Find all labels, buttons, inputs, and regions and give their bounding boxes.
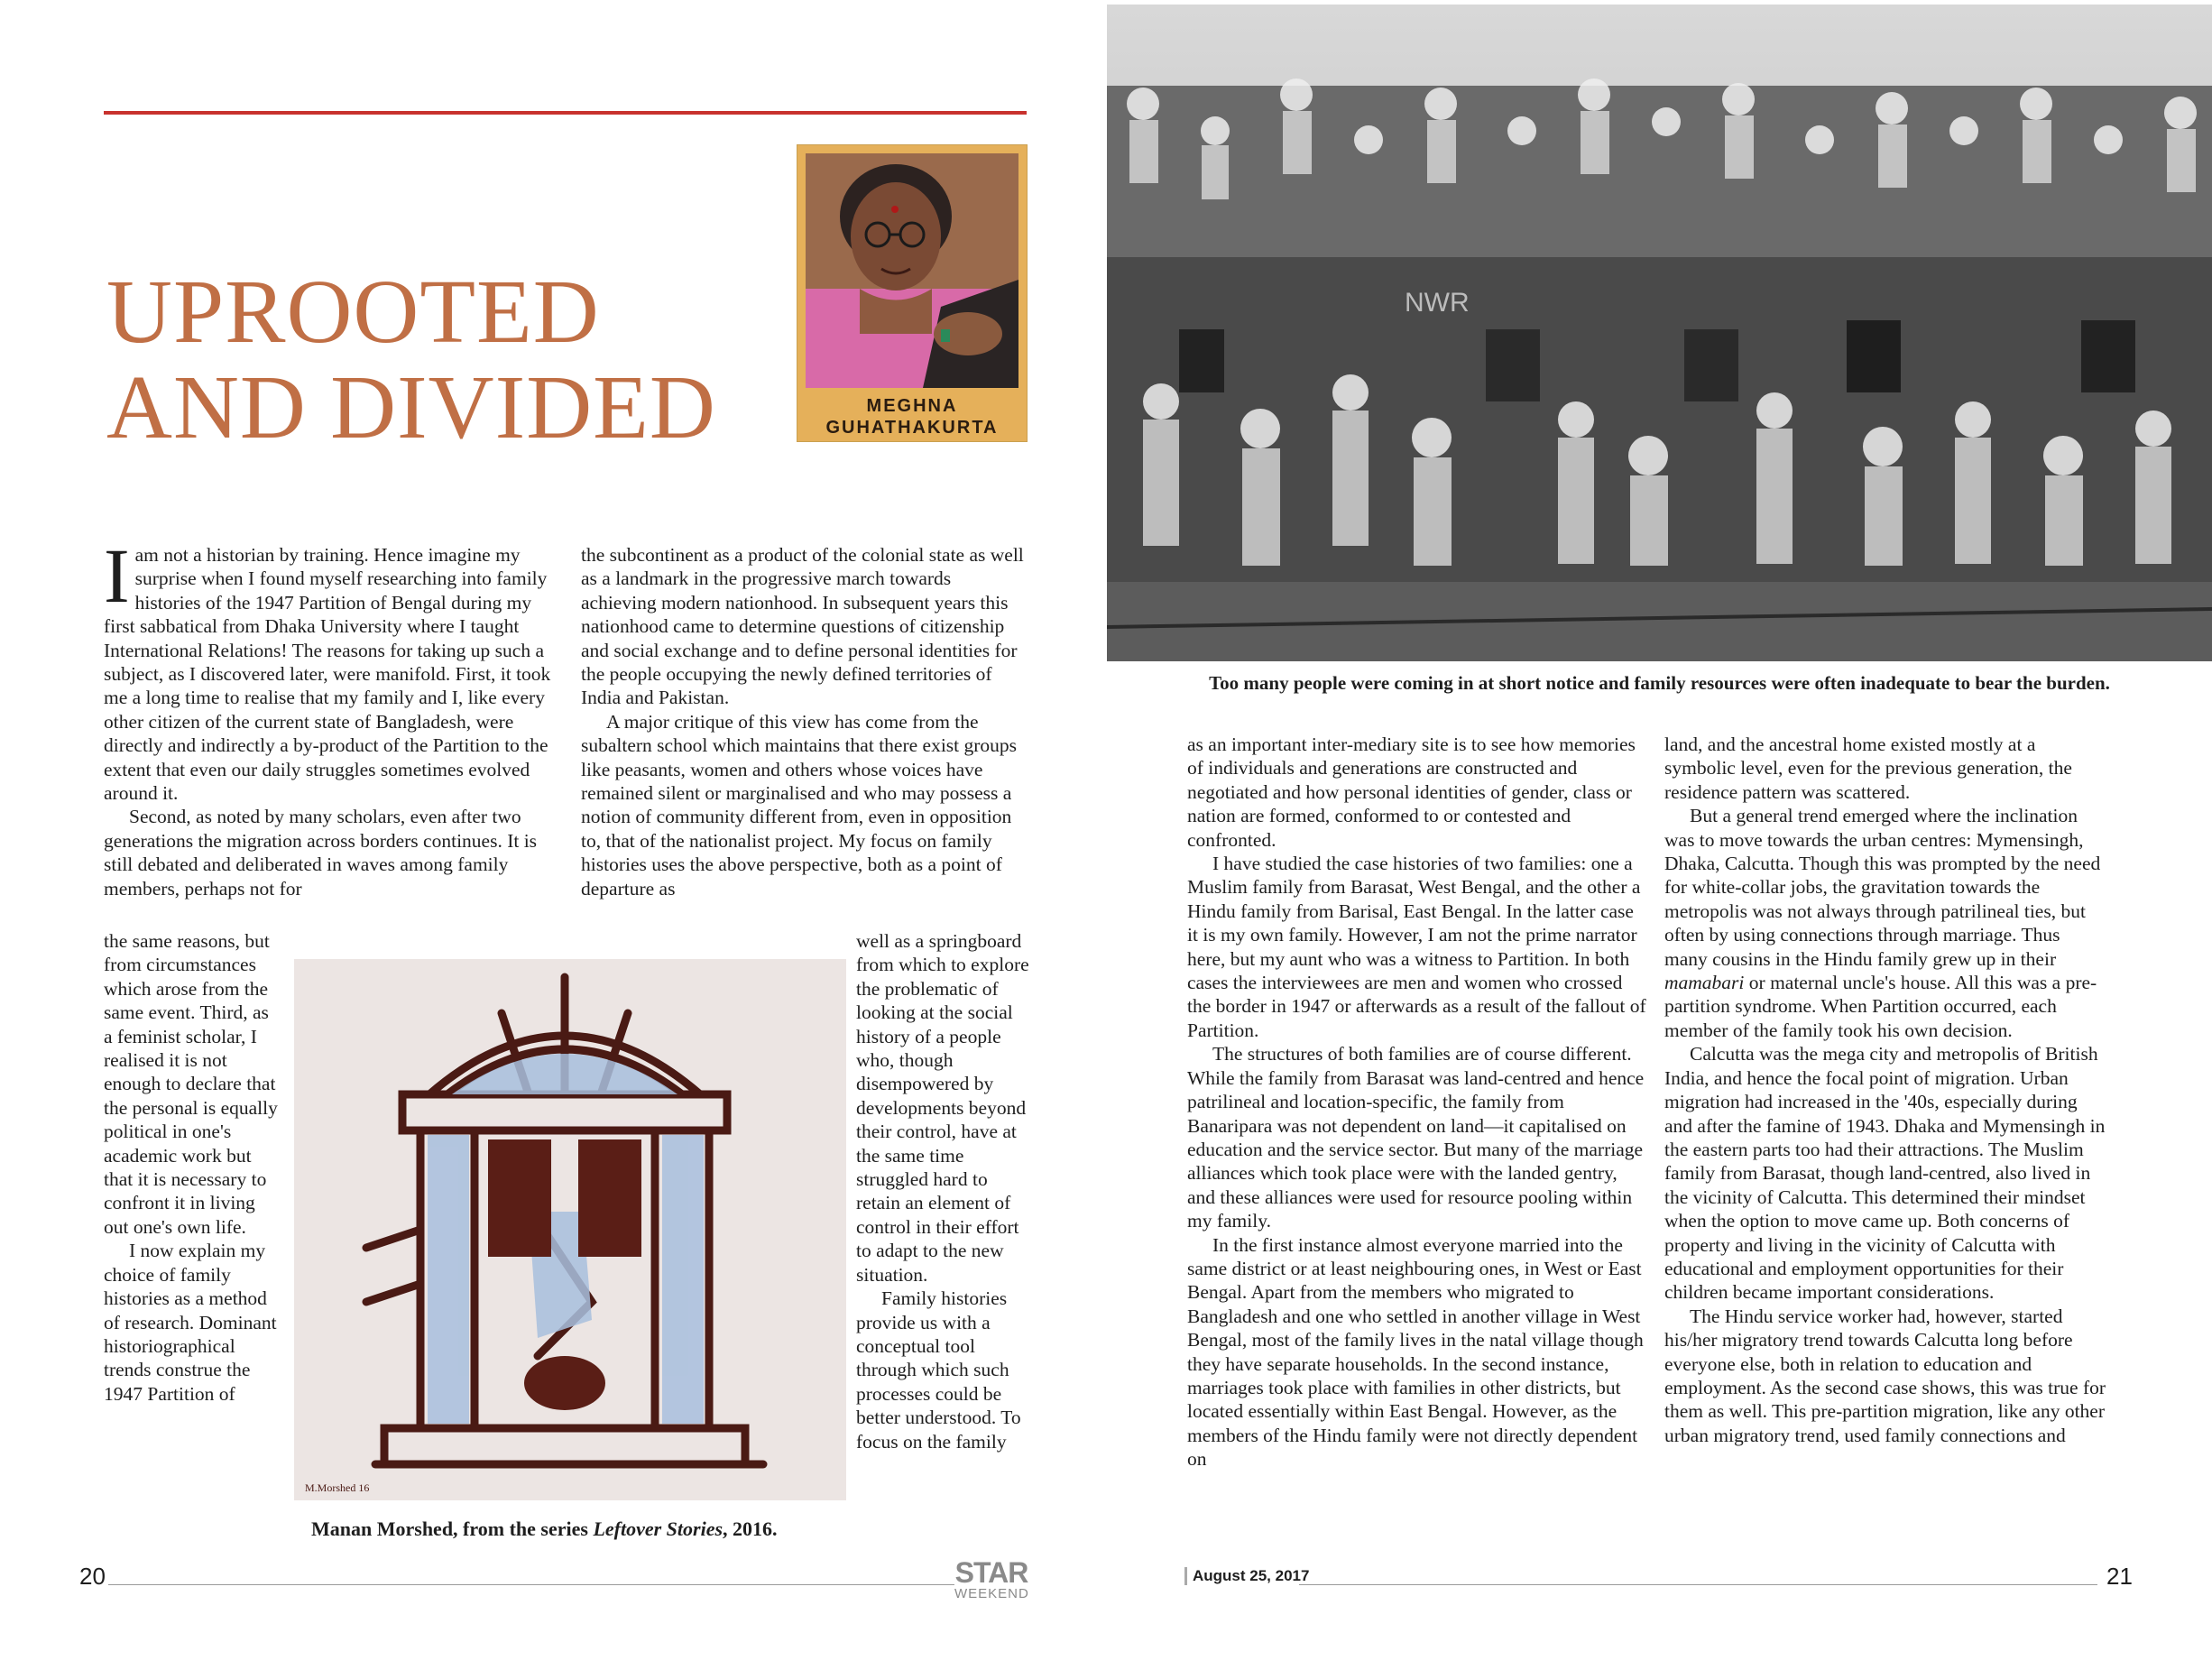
painting-caption — [311, 1518, 778, 1541]
painting-signature: M.Morshed 16 — [305, 1481, 370, 1494]
col4-paragraph-2-text: But a general trend emerged where the inclination was to move towards the urban centres: Mymensingh, Dhaka, Calcutta. Though this was prompted by the need for white-collar jobs, the gravitation towards the metropolis was not always through patrilineal ties, but often by using connections through marriage. Thus many cousins in the Hindu family grew up in their — [1664, 805, 2101, 970]
drop-cap: I — [104, 532, 130, 619]
paragraph-1-text: am not a historian by training. Hence imagine my surprise when I found myself researching into family histories of the 1947 Partition of Bengal during my first sabbatical from Dhaka University where I taught International Relations! The reasons for taking up such a subject, as I discovered later, were manifold. First, it took me a long time to realise that my family and I, like every other citizen of the current state of Bangladesh, were directly and indirectly a by-product of the Partition to the extent that even our daily struggles sometimes evolved around it. — [104, 544, 551, 805]
paragraph-2: Second, as noted by many scholars, even after two generations the migration across borders continues. It is still debated and deliberated in waves among family members, perhaps not for — [104, 806, 538, 899]
footer-rule-left — [108, 1584, 954, 1585]
brand-star: STAR — [954, 1556, 1028, 1589]
author-portrait — [806, 153, 1018, 388]
author-last-name: GUHATHAKURTA — [825, 418, 999, 438]
painting-artwork — [294, 959, 846, 1500]
col3-paragraph-2: I have studied the case histories of two families: one a Muslim family from Barasat, West Bengal, and the other a Hindu family from Barisal, East Bengal. In the latter case it is my own family. However, I am not the prime narrator here, but my aunt who was a witness to Partition. In both cases the interviewees are men and women who crossed the border in 1947 or afterwards as a result of the fallout of Partition. — [1187, 853, 1646, 1041]
article-title — [106, 263, 716, 455]
column-1-upper — [104, 532, 555, 900]
col3-paragraph-4: In the first instance almost everyone married into the same district or at least neighbouring ones, in West or East Bengal. Apart from the members who migrated to Bangladesh and one who settled in another village in West Bengal, most of the family lives in the natal village though they have separate households. In the second instance, marriages took place with families in other districts, but located essentially within East Bengal. However, as the members of the Hindu family were not directly dependent on — [1187, 1233, 1644, 1471]
column-1-lower — [104, 929, 281, 1406]
col3-paragraph-3: The structures of both families are of course different. While the family from Barasat was land-centred and hence patrilineal and location-specific, the family from Banaripara was not dependent on land—it capitalised on education and the service sector. But many of the marriage alliances which took place were with the landed gentry, and these alliances were used for resource pooling within my family. — [1187, 1043, 1645, 1232]
col2-paragraph-3: Family histories provide us with a conceptual tool through which such processes could be better understood. To focus on the family — [856, 1287, 1021, 1453]
train-photo-artwork — [1107, 5, 2212, 661]
photo-caption: Too many people were coming in at short notice and family resources were often inadequate to bear the burden. — [1209, 672, 2110, 694]
issue-date: August 25, 2017 — [1184, 1567, 1309, 1585]
col2-paragraph-1: the subcontinent as a product of the colonial state as well as a landmark in the progressive march towards achieving modern nationhood. In subsequent years this nationhood came to determine questions of citizenship and social exchange and to define personal identities for the people occupying the newly defined territories of India and Pakistan. — [581, 544, 1024, 709]
col4-paragraph-2 — [1664, 804, 2106, 1042]
author-first-name: MEGHNA — [866, 396, 958, 416]
col3-paragraph-1: as an important inter-mediary site is to see how memories of individuals and generations are constructed and negotiated and how personal identities of gender, class or nation are formed, conformed to or contested and confronted. — [1187, 733, 1636, 851]
painting-image — [294, 959, 846, 1500]
col4-paragraph-3: Calcutta was the mega city and metropolis of British India, and hence the focal point of migration. Urban migration had increased in the '40s, especially during and after the famine of 1943. Dhaka and Mymensingh in the eastern parts too had their attractions. The Muslim family from Barasat, though land-centred, also lived in the vicinity of Calcutta. This determined their mindset when the option to move came up. Both concerns of property and living in the vicinity of Calcutta with educational and employment opportunities for their children became important considerations. — [1664, 1043, 2106, 1304]
col2-paragraph-2-continued: well as a springboard from which to explore the problematic of looking at the social history of a people who, though disempowered by developments beyond their control, have at the same time struggled hard to retain an element of control in their effort to adapt to the new situation. — [856, 930, 1029, 1286]
page-number-left: 20 — [79, 1563, 106, 1590]
author-box — [797, 144, 1028, 442]
paragraph-3: I now explain my choice of family histories as a method of research. Dominant historiographical trends construe the 1947 Partition of — [104, 1240, 277, 1405]
page-number-right: 21 — [2106, 1563, 2133, 1590]
column-3 — [1187, 733, 1647, 1471]
column-4 — [1664, 733, 2106, 1447]
col4-italic-term: mamabari — [1664, 972, 1745, 994]
column-2-lower — [856, 929, 1029, 1453]
painting-caption-artist: Manan Morshed, from the series — [311, 1518, 588, 1540]
header-rule — [104, 111, 1027, 115]
brand-weekend: WEEKEND — [954, 1586, 1029, 1601]
painting-caption-series: Leftover Stories — [593, 1518, 724, 1540]
col4-paragraph-4: The Hindu service worker had, however, started his/her migratory trend towards Calcutta long before everyone else, both in relation to education and employment. As the second case shows, this was true for them as well. This pre-partition migration, like any other urban migratory trend, used family connections and — [1664, 1305, 2106, 1446]
column-2-upper — [581, 543, 1028, 900]
author-photo — [806, 153, 1018, 388]
title-line-2: AND DIVIDED — [106, 356, 716, 457]
paragraph-1 — [104, 532, 555, 805]
paragraph-2-continued: the same reasons, but from circumstances which arose from the same event. Third, as a feminist scholar, I realised it is not enough to declare that the personal is equally political in one's academic work but that it is necessary to confront it in living out one's own life. — [104, 930, 278, 1238]
col2-paragraph-2: A major critique of this view has come from the subaltern school which maintains that there exist groups like peasants, women and others whose voices have remained silent or marginalised and who may possess a notion of community different from, even in opposition to, that of the nationalist project. My focus on family histories uses the above perspective, both as a point of departure as — [581, 710, 1018, 899]
painting-caption-year: , 2016. — [723, 1518, 778, 1540]
footer-rule-right — [1299, 1584, 2097, 1585]
title-line-1: UPROOTED — [106, 261, 600, 362]
train-car-label: NWR — [1405, 288, 1470, 318]
col4-paragraph-1: land, and the ancestral home existed mostly at a symbolic level, even for the previous generation, the residence pattern was scattered. — [1664, 733, 2072, 803]
col4-paragraph-2-end: or maternal uncle's house. All this was a pre-partition syndrome. When Partition occurred, each member of the family took his own decision. — [1664, 972, 2097, 1041]
author-name — [797, 395, 1027, 438]
partition-train-photo — [1107, 5, 2212, 661]
brand-logo — [954, 1558, 1028, 1601]
